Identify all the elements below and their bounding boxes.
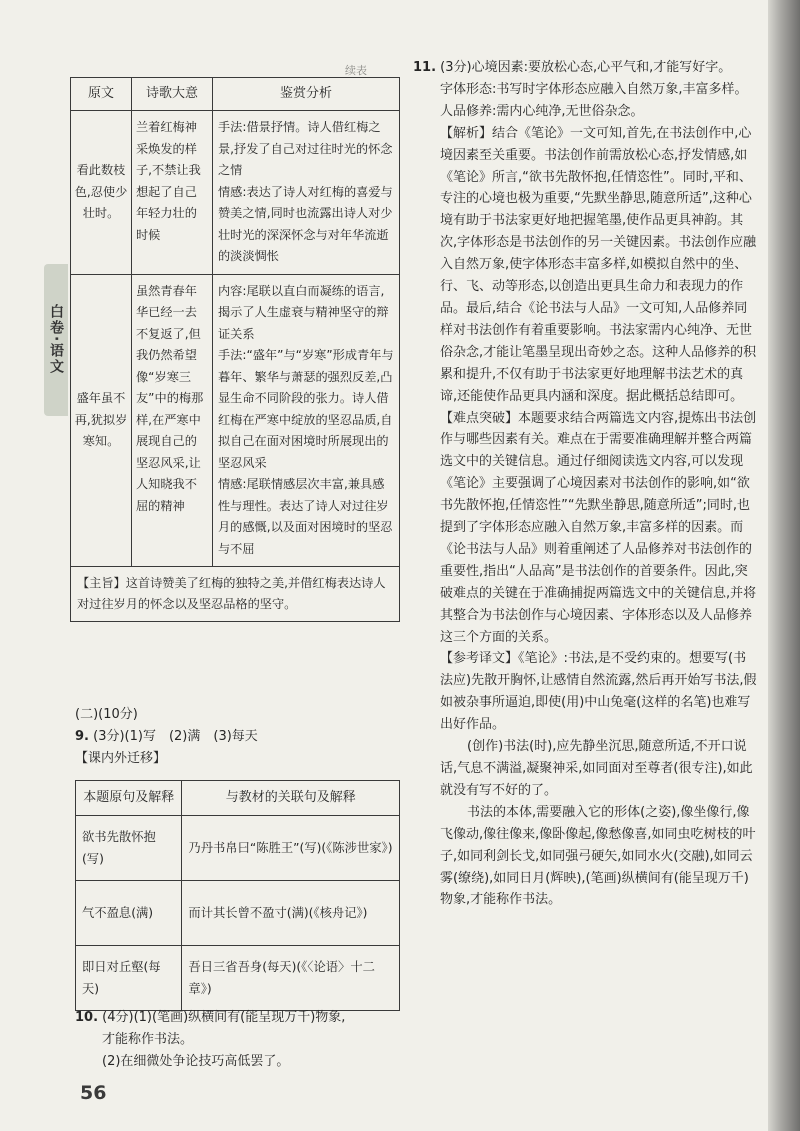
analysis-paragraph: 【解析】结合《笔论》一文可知,首先,在书法创作中,心境因素至关重要。书法创作前需放松心态,抒发情感,如《笔论》所言,“欲书先散怀抱,任情恣性”。同时,平和、专注的心境也极为重要,“先默坐静思,随意所适”,这种心境有助于书法家更好地把握笔墨,使作品更具神韵。其次,字体形态是书法创作的另一关键因素。书法创作应融入自然万象,使字体形态丰富多样,如模拟自然中的坐、行、飞、动等形态,以创造出更具生命力和表现力的作品。最后,结合《论书法与人品》一文可知,人品修养同样对书法创作有着重要影响。书法家需内心纯净、无世俗杂念,才能让笔墨呈现出奇妙之态。这种人品修养的积累和提升,不仅有助于书法家更好地理解书法艺术的真谛,还能使作品更具内涵和深度。据此概括总结即可。 xyxy=(440,125,757,404)
page-number: 56 xyxy=(80,1082,107,1104)
translation-paragraph-1: 【参考译文】《笔论》:书法,是不受约束的。想要写(书法应)先散开胸怀,让感情自然流露,然后再开始写书法,假如被杂事所逼迫,即使(用)中山兔毫(这样的名笔)也难写出好作品。 xyxy=(440,651,757,733)
header-meaning: 诗歌大意 xyxy=(132,78,213,111)
translation-paragraph-3: 书法的本体,需要融入它的形体(之姿),像坐像行,像飞像动,像往像来,像卧像起,像愁像喜,如同虫吃树枝的叶子,如同利剑长戈,如同强弓硬矢,如同水火(交融),如同云雾(缭绕),如同日月(辉映),(笔画)纵横间有(能呈现万千)物象,才能称作书法。 xyxy=(440,804,756,908)
q11-answer-2: 字体形态:书写时字体形态应融入自然万象,丰富多样。 xyxy=(440,81,748,97)
q11-number: 11. xyxy=(413,60,437,75)
q10-answer-3: (2)在细微处争论技巧高低罢了。 xyxy=(102,1054,290,1069)
q10-answer-1: (4分)(1)(笔画)纵横间有(能呈现万千)物象, xyxy=(102,1010,346,1025)
question-10-line1 xyxy=(75,1007,345,1029)
mig-header-1: 本题原句及解释 xyxy=(76,781,182,816)
q10-number: 10. xyxy=(75,1010,99,1025)
table-row xyxy=(71,274,400,567)
mig-cell: 即日对丘壑(每天) xyxy=(76,946,182,1011)
cell-original: 盛年虽不再,犹拟岁寒知。 xyxy=(71,274,132,567)
cell-appreciation: 内容:尾联以直白而凝练的语言,揭示了人生虚衰与精神坚守的辩证关系 手法:“盛年”与“岁寒”形成青年与暮年、繁华与萧瑟的强烈反差,凸显生命不同阶段的张力。诗人借红梅在严寒中绽放的坚忍品质,自拟自己在面对困境时所展现出的坚忍风采 情感:尾联情感层次丰富,兼具感性与理性。表达了诗人对过往岁月的感慨,以及面对困境时的坚忍与不屈 xyxy=(213,274,400,567)
mig-cell: 而计其长曾不盈寸(满)(《核舟记》) xyxy=(182,881,400,946)
q9-answer: (3分)(1)写 (2)满 (3)每天 xyxy=(93,729,258,744)
translation-paragraph-2: (创作)书法(时),应先静坐沉思,随意所适,不开口说话,气息不满溢,凝聚神采,如同面对至尊者(很专注),如此就没有写不好的了。 xyxy=(440,739,753,798)
continued-label: 续表 xyxy=(345,64,367,77)
migration-title: 【课内外迁移】 xyxy=(75,751,167,766)
table-row-theme xyxy=(71,567,400,622)
table-row xyxy=(76,946,400,1011)
cell-meaning: 虽然青春年华已经一去不复返了,但我仍然希望像“岁寒三友”中的梅那样,在严寒中展现自己的坚忍风采,让人知晓我不屈的精神 xyxy=(132,274,213,567)
q9-number: 9. xyxy=(75,729,89,744)
mig-cell: 气不盈息(满) xyxy=(76,881,182,946)
section-title: (二)(10分) xyxy=(75,707,138,722)
side-tab-label: 白卷·语文 xyxy=(48,304,64,376)
q10-answer-2: 才能称作书法。 xyxy=(102,1032,194,1047)
difficulty-paragraph: 【难点突破】本题要求结合两篇选文内容,提炼出书法创作与哪些因素有关。难点在于需要准确理解并整合两篇选文中的关键信息。通过仔细阅读选文内容,可以发现《笔论》主要强调了心境因素对书法创作的影响,如“欲书先散怀抱,任情恣性”“先默坐静思,随意所适”;同时,也提到了字体形态应融入自然万象,丰富多样的因素。而《论书法与人品》则着重阐述了人品修养对书法创作的重要性,指出“人品高”是书法创作的首要条件。因此,突破难点的关键在于准确捕捉两篇选文中的关键信息,并将其整合为书法创作与心境因素、字体形态以及人品修养这三个方面的关系。 xyxy=(440,410,757,645)
cell-appreciation: 手法:借景抒情。诗人借红梅之景,抒发了自己对过往时光的怀念之情 情感:表达了诗人对红梅的喜爱与赞美之情,同时也流露出诗人对少壮时光的深深怀念与对年华流逝的淡淡惆怅 xyxy=(213,111,400,275)
mig-cell: 吾日三省吾身(每天)(《〈论语〉十二章》) xyxy=(182,946,400,1011)
migration-table xyxy=(75,780,400,1011)
theme-text: 【主旨】这首诗赞美了红梅的独特之美,并借红梅表达诗人对过往岁月的怀念以及坚忍品格的坚守。 xyxy=(71,567,400,622)
analysis-table xyxy=(70,77,400,622)
table-row xyxy=(76,816,400,881)
q11-answer-3: 人品修养:需内心纯净,无世俗杂念。 xyxy=(440,103,644,119)
table-row xyxy=(76,881,400,946)
mig-cell: 乃丹书帛曰“陈胜王”(写)(《陈涉世家》) xyxy=(182,816,400,881)
mig-cell: 欲书先散怀抱(写) xyxy=(76,816,182,881)
cell-meaning: 兰着红梅神采焕发的样子,不禁让我想起了自己年轻力壮的时候 xyxy=(132,111,213,275)
question-9 xyxy=(75,726,258,748)
page-edge-shadow xyxy=(768,0,800,1131)
header-original: 原文 xyxy=(71,78,132,111)
q11-line1 xyxy=(413,57,758,79)
cell-original: 看此数枝色,忍使少壮时。 xyxy=(71,111,132,275)
header-appreciation: 鉴赏分析 xyxy=(213,78,400,111)
mig-header-2: 与教材的关联句及解释 xyxy=(182,781,400,816)
migration-table-header xyxy=(76,781,400,816)
side-tab xyxy=(44,264,68,416)
right-column xyxy=(413,57,758,911)
q11-answer-1: (3分)心境因素:要放松心态,心平气和,才能写好字。 xyxy=(440,60,732,75)
analysis-table-header xyxy=(71,78,400,111)
table-row xyxy=(71,111,400,275)
